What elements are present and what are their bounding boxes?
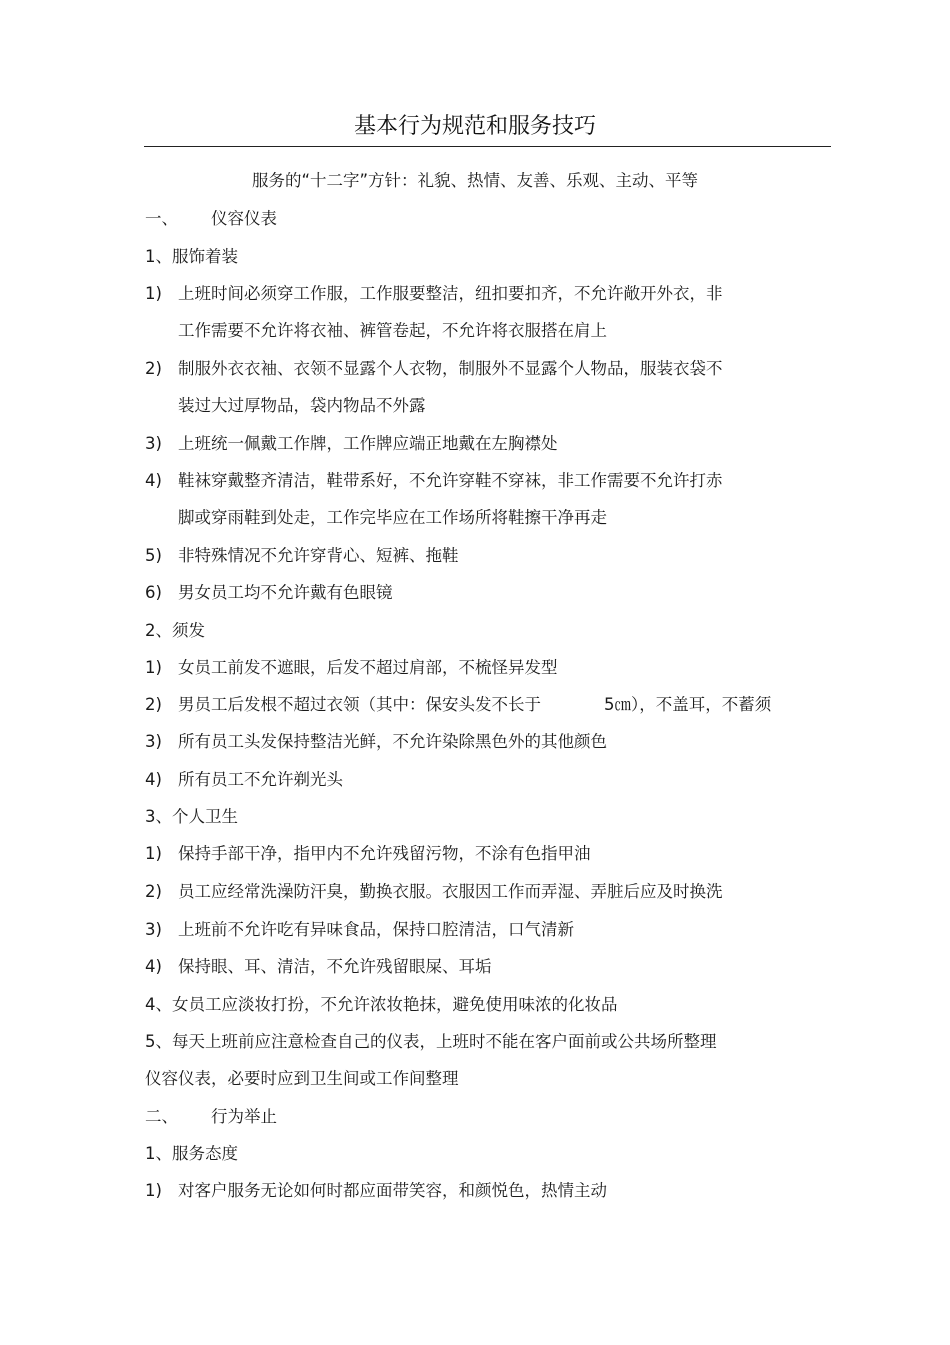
list-item bbox=[0, 843, 950, 865]
item-text-continued: 脚或穿雨鞋到处走，工作完毕应在工作场所将鞋擦干净再走 bbox=[178, 508, 607, 527]
item-number: 1) bbox=[145, 844, 162, 863]
section-1-label: 仪容仪表 bbox=[211, 209, 277, 228]
item-number: 3) bbox=[145, 434, 162, 453]
list-item bbox=[0, 1180, 950, 1202]
list-item bbox=[0, 582, 950, 604]
item-text: 员工应经常洗澡防汗臭，勤换衣服。衣服因工作而弄湿、弄脏后应及时换洗 bbox=[178, 882, 723, 901]
item-number: 1) bbox=[145, 284, 162, 303]
item-number: 6) bbox=[145, 583, 162, 602]
item-text: 非特殊情况不允许穿背心、短裤、拖鞋 bbox=[178, 546, 459, 565]
item-text: 制服外衣衣袖、衣领不显露个人衣物，制服外不显露个人物品，服装衣袋不 bbox=[178, 359, 723, 378]
item-number: 2) bbox=[145, 359, 162, 378]
subsection-dress-heading: 1、服饰着装 bbox=[145, 247, 238, 266]
item-text-part: 5㎝），不盖耳，不蓄须 bbox=[604, 695, 772, 714]
item-text: 保持眼、耳、清洁，不允许残留眼屎、耳垢 bbox=[178, 957, 492, 976]
item-text: 女员工前发不遮眼，后发不超过肩部，不梳怪异发型 bbox=[178, 658, 558, 677]
list-item bbox=[0, 919, 950, 941]
item-number: 4) bbox=[145, 471, 162, 490]
list-item bbox=[0, 358, 950, 380]
list-item bbox=[0, 731, 950, 753]
appearance-check-rule: 5、每天上班前应注意检查自己的仪表，上班时不能在客户面前或公共场所整理 bbox=[145, 1032, 717, 1051]
item-text: 对客户服务无论如何时都应面带笑容，和颜悦色，热情主动 bbox=[178, 1181, 607, 1200]
makeup-rule: 4、女员工应淡妆打扮，不允许浓妆艳抹，避免使用味浓的化妆品 bbox=[145, 995, 618, 1014]
subsection-hygiene-heading: 3、个人卫生 bbox=[145, 807, 238, 826]
title-underline bbox=[144, 146, 831, 147]
list-item bbox=[0, 470, 950, 492]
item-text: 保持手部干净，指甲内不允许残留污物，不涂有色指甲油 bbox=[178, 844, 591, 863]
item-text: 上班时间必须穿工作服，工作服要整洁，纽扣要扣齐，不允许敞开外衣，非 bbox=[178, 284, 723, 303]
item-number: 3) bbox=[145, 732, 162, 751]
item-number: 5) bbox=[145, 546, 162, 565]
list-item bbox=[0, 694, 950, 716]
item-number: 3) bbox=[145, 920, 162, 939]
item-text: 上班统一佩戴工作牌，工作牌应端正地戴在左胸襟处 bbox=[178, 434, 558, 453]
item-number: 1) bbox=[145, 658, 162, 677]
list-item bbox=[0, 881, 950, 903]
list-item bbox=[0, 433, 950, 455]
item-number: 4) bbox=[145, 770, 162, 789]
section-2-number: 二、 bbox=[145, 1107, 178, 1126]
list-item bbox=[0, 657, 950, 679]
section-2-heading bbox=[145, 1106, 277, 1128]
item-text: 男女员工均不允许戴有色眼镜 bbox=[178, 583, 393, 602]
list-item bbox=[0, 283, 950, 305]
item-text: 鞋袜穿戴整齐清洁，鞋带系好，不允许穿鞋不穿袜，非工作需要不允许打赤 bbox=[178, 471, 723, 490]
item-text-continued: 工作需要不允许将衣袖、裤管卷起，不允许将衣服搭在肩上 bbox=[178, 321, 607, 340]
item-text: 上班前不允许吃有异味食品，保持口腔清洁，口气清新 bbox=[178, 920, 574, 939]
item-number: 4) bbox=[145, 957, 162, 976]
item-text: 男员工后发根不超过衣领（其中：保安头发不长于 bbox=[178, 695, 541, 714]
list-item bbox=[0, 956, 950, 978]
service-motto: 服务的“十二字”方针：礼貌、热情、友善、乐观、主动、平等 bbox=[251, 171, 699, 190]
subsection-hair-heading: 2、须发 bbox=[145, 621, 205, 640]
item-text-continued: 装过大过厚物品，袋内物品不外露 bbox=[178, 396, 426, 415]
item-number: 2) bbox=[145, 695, 162, 714]
item-text: 所有员工头发保持整洁光鲜，不允许染除黑色外的其他颜色 bbox=[178, 732, 607, 751]
list-item bbox=[0, 545, 950, 567]
list-item bbox=[0, 769, 950, 791]
appearance-check-rule-continued: 仪容仪表，必要时应到卫生间或工作间整理 bbox=[145, 1069, 459, 1088]
item-text: 所有员工不允许剃光头 bbox=[178, 770, 343, 789]
subsection-attitude-heading: 1、服务态度 bbox=[145, 1144, 238, 1163]
item-number: 2) bbox=[145, 882, 162, 901]
section-2-label: 行为举止 bbox=[211, 1107, 277, 1126]
section-1-heading bbox=[145, 208, 277, 230]
section-1-number: 一、 bbox=[145, 209, 178, 228]
document-title: 基本行为规范和服务技巧 bbox=[353, 114, 596, 139]
item-number: 1) bbox=[145, 1181, 162, 1200]
